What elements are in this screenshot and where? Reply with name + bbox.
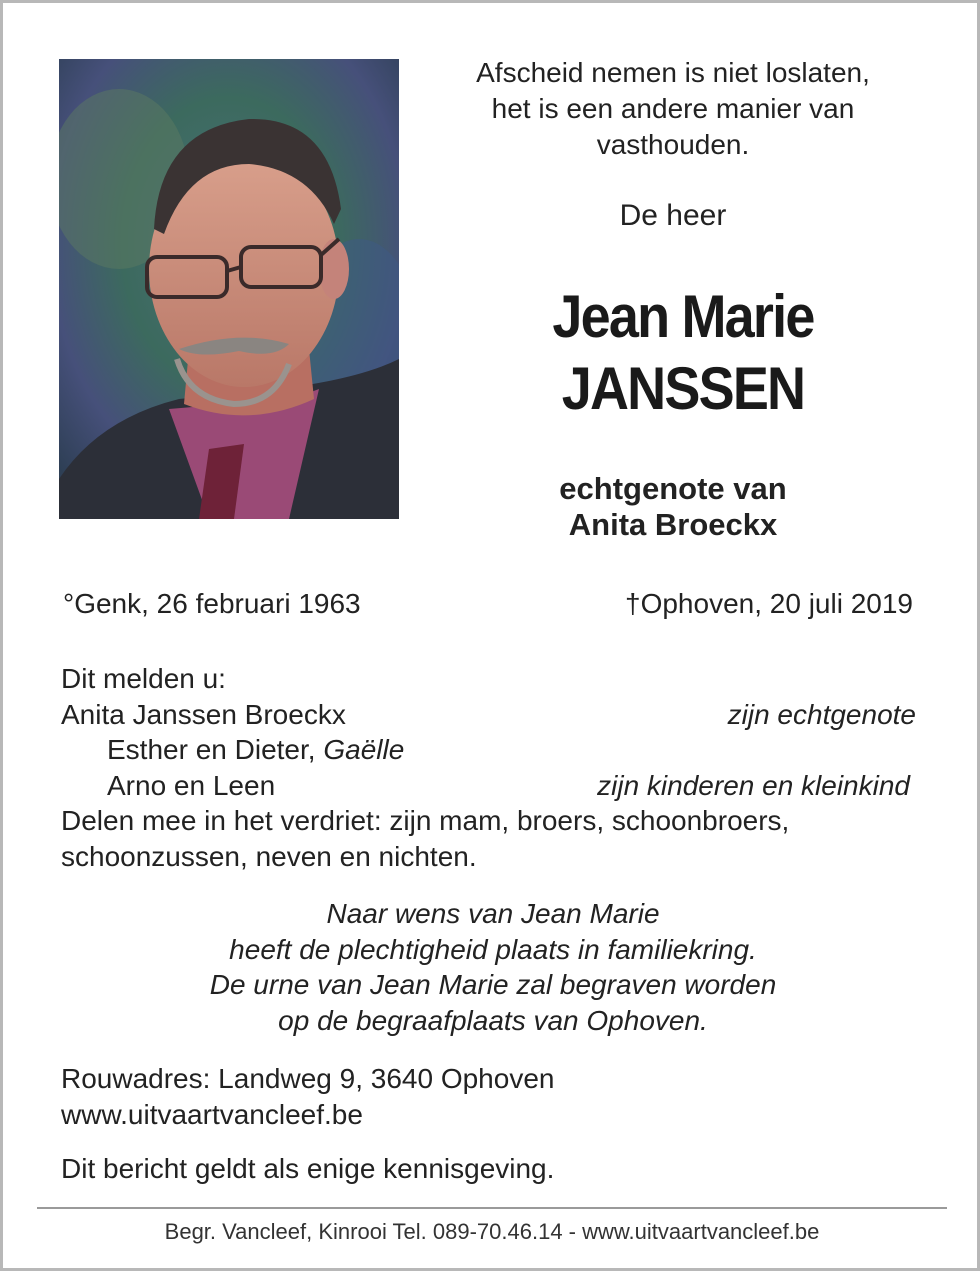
spouse-label: echtgenote van [559,471,787,506]
family-share-line [61,839,916,875]
website-link[interactable]: www.uitvaartvancleef.be [61,1098,363,1130]
spouse-role: zijn echtgenote [727,698,916,730]
spouse-name: Anita Broeckx [568,507,778,542]
funeral-home-footer: Begr. Vancleef, Kinrooi Tel. 089-70.46.14 - www.uitvaartvancleef.be [164,1219,820,1244]
first-name: Jean Marie [552,283,814,350]
grandchild-name: Gaëlle [323,734,405,765]
portrait-photo [59,59,399,519]
family-intro [61,661,916,697]
mourning-address [61,1061,921,1132]
wish-line: Naar wens van Jean Marie [326,898,660,929]
opening-quote [423,55,923,163]
children-role: zijn kinderen en kleinkind [597,769,910,801]
child2-names: Arno en Leen [107,769,276,801]
last-name: JANSSEN [561,355,805,422]
divider [37,1207,947,1209]
notice-text: Dit bericht geldt als enige kennisgeving. [61,1153,555,1184]
family-announcement [61,661,916,874]
family-share-line [61,803,916,839]
wish-line: heeft de plechtigheid plaats in familiekring. [229,933,757,965]
spouse-full-name: Anita Janssen Broeckx [61,698,346,730]
wish-line: op de begraafplaats van Ophoven. [278,1004,708,1036]
family-row-child1 [61,732,916,768]
child1-names: Esther en Dieter, [107,734,324,765]
address-line: Rouwadres: Landweg 9, 3640 Ophoven [61,1063,555,1094]
deceased-name [449,281,917,425]
honorific: De heer [619,199,727,232]
family-row-child2 [61,768,916,804]
family-row-spouse [61,697,916,733]
death-date: †Ophoven, 20 juli 2019 [625,588,913,619]
ceremony-wish [123,896,863,1038]
quote-line: Afscheid nemen is niet loslaten, [476,57,870,88]
birth-date: °Genk, 26 februari 1963 [63,588,361,619]
portrait-image [59,59,399,519]
quote-line: vasthouden. [596,129,750,160]
wish-line: De urne van Jean Marie zal begraven worden [209,969,777,1000]
share-text: schoonzussen, neven en nichten. [61,840,477,872]
quote-line: het is een andere manier van [491,93,855,124]
share-text: Delen mee in het verdriet: zijn mam, broers, schoonbroers, [61,805,790,836]
intro-text: Dit melden u: [61,663,226,694]
spouse-info [423,471,923,543]
